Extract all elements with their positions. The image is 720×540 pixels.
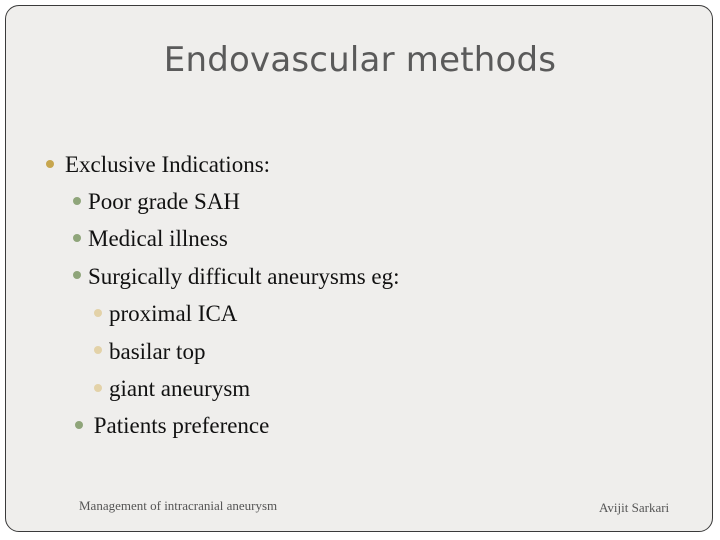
bullet-dot-icon [73,234,81,242]
bullet-item: Surgically difficult aneurysms eg: [88,264,400,289]
bullet-dot-icon [94,384,102,392]
footer-right: Avijit Sarkari [599,500,670,515]
bullet-item: proximal ICA [109,301,238,326]
slide [5,5,713,532]
bullet-dot-icon [73,197,81,205]
bullet-item: giant aneurysm [109,376,251,401]
bullet-dot-icon [46,160,54,168]
bullet-dot-icon [75,421,83,429]
bullet-item: basilar top [109,339,206,364]
slide-title: Endovascular methods [163,40,557,80]
footer-left: Management of intracranial aneurysm [79,498,278,513]
bullet-list [6,6,714,531]
bullet-dot-icon [94,309,102,317]
bullet-item: Patients preference [88,413,270,438]
bullet-item: Medical illness [88,226,228,251]
bullet-item: Exclusive Indications: [65,152,271,177]
bullet-dot-icon [94,346,102,354]
bullet-item: Poor grade SAH [88,189,241,214]
bullet-dot-icon [73,271,81,279]
